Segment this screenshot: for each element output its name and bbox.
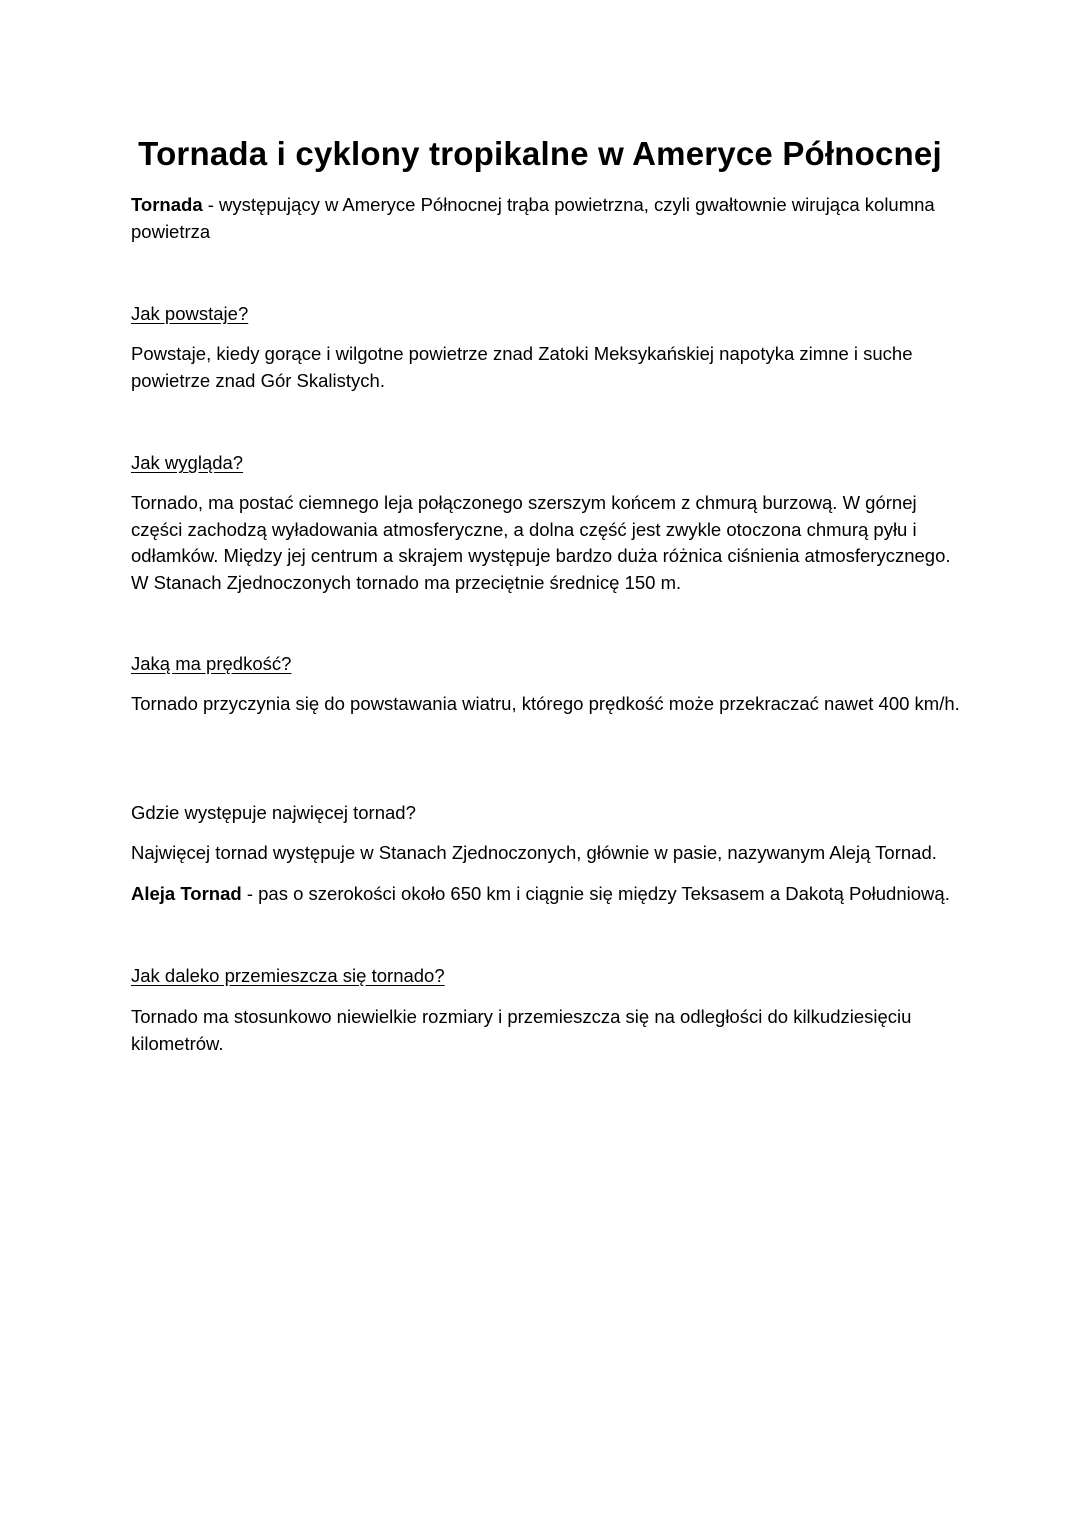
- section-heading-formation: Jak powstaje?: [131, 303, 249, 324]
- section-heading-speed: Jaką ma prędkość?: [131, 653, 292, 674]
- tornado-alley-definition: - pas o szerokości około 650 km i ciągnie się między Teksasem a Dakotą Południową.: [241, 883, 950, 904]
- section-text-formation: Powstaje, kiedy gorące i wilgotne powietrze znad Zatoki Meksykańskiej napotyka zimne i suche powietrze znad Gór Skalistych.: [131, 343, 913, 391]
- section-text-distance: Tornado ma stosunkowo niewielkie rozmiary i przemieszcza się na odległości do kilkudziesięciu kilometrów.: [131, 1006, 912, 1054]
- section-heading-distance: Jak daleko przemieszcza się tornado?: [131, 965, 445, 986]
- section-text-appearance: Tornado, ma postać ciemnego leja połączonego szerszym końcem z chmurą burzową. W górnej części zachodzą wyładowania atmosferyczne, a dolna część jest zwykle otoczona chmurą pyłu i odłamków. Między jej centrum a skrajem występuje bardzo duża różnica ciśnienia atmosferycznego. W Stanach Zjednoczonych tornado ma przeciętnie średnicę 150 m.: [131, 492, 951, 593]
- intro-term: Tornada: [131, 194, 203, 215]
- section-heading-location: Gdzie występuje najwięcej tornad?: [131, 802, 416, 823]
- intro-paragraph: [131, 192, 961, 245]
- section-text-location: Najwięcej tornad występuje w Stanach Zjednoczonych, głównie w pasie, nazywanym Aleją Tornad.: [131, 842, 937, 863]
- section-text-speed: Tornado przyczynia się do powstawania wiatru, którego prędkość może przekraczać nawet 400 km/h.: [131, 693, 960, 714]
- section-text-tornado-alley: [131, 881, 961, 908]
- page-title: Tornada i cyklony tropikalne w Ameryce Północnej: [138, 135, 942, 172]
- intro-definition: - występujący w Ameryce Północnej trąba powietrzna, czyli gwałtownie wirująca kolumna powietrza: [131, 194, 935, 242]
- tornado-alley-term: Aleja Tornad: [131, 883, 242, 904]
- section-heading-appearance: Jak wygląda?: [131, 452, 244, 473]
